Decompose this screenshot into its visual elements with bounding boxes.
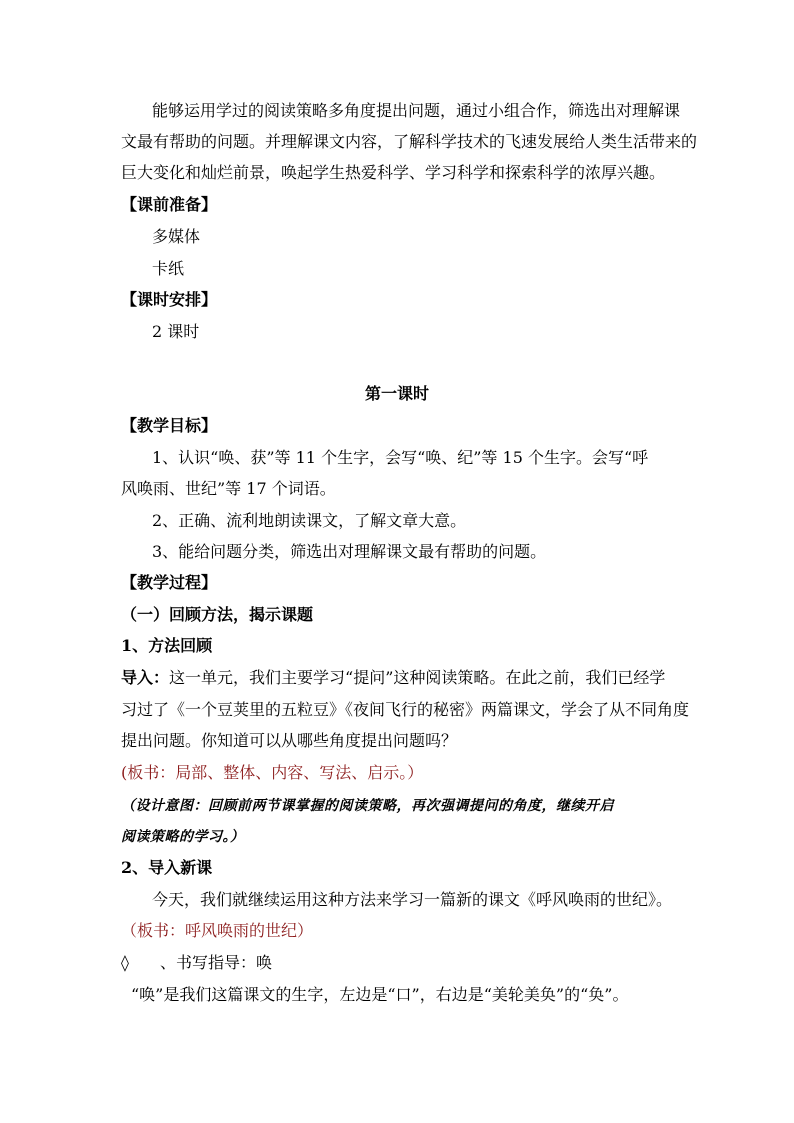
goal-1-line-2: 风唤雨、世纪”等 17 个词语。 [121, 479, 336, 498]
prep-item-multimedia: 多媒体 [152, 227, 201, 246]
goal-3: 3、能给问题分类，筛选出对理解课文最有帮助的问题。 [152, 542, 547, 561]
board-note-2: （板书：呼风唤雨的世纪） [121, 921, 314, 940]
intro-paragraph-line-1 [121, 667, 665, 689]
subsection-new-lesson: 2、导入新课 [121, 858, 213, 877]
intro-line-1: 能够运用学过的阅读策略多角度提出问题，通过小组合作，筛选出对理解课 [152, 101, 681, 120]
section-1-title: （一）回顾方法，揭示课题 [121, 605, 314, 624]
writing-guide-bullet: ◊ [121, 953, 129, 972]
design-intent-line-1: （设计意图：回顾前两节课掌握的阅读策略，再次强调提问的角度，继续开启 [121, 798, 614, 814]
intro-line-2: 文最有帮助的问题。并理解课文内容，了解科学技术的飞速发展给人类生活带来的 [121, 132, 698, 151]
goal-1-line-1: 1、认识“唤、获”等 11 个生字，会写“唤、纪”等 15 个生字。会写“呼 [152, 448, 649, 467]
board-note-1: (板书：局部、整体、内容、写法、启示。） [121, 763, 424, 782]
intro-paragraph-line-3: 提出问题。你知道可以从哪些角度提出问题吗？ [121, 731, 458, 750]
goals-heading: 【教学目标】 [121, 416, 218, 435]
schedule-heading: 【课时安排】 [121, 290, 218, 309]
schedule-value: 2 课时 [152, 322, 200, 341]
new-lesson-text: 今天，我们就继续运用这种方法来学习一篇新的课文《呼风唤雨的世纪》。 [152, 890, 673, 909]
goal-2: 2、正确、流利地朗读课文，了解文章大意。 [152, 511, 467, 530]
lesson-title: 第一课时 [364, 384, 429, 403]
character-explanation: “唤”是我们这篇课文的生字，左边是“口”，右边是“美轮美奂”的“奂”。 [131, 985, 629, 1004]
prep-heading: 【课前准备】 [121, 195, 218, 214]
intro-paragraph-line-2: 习过了《一个豆荚里的五粒豆》《夜间飞行的秘密》两篇课文，学会了从不同角度 [121, 700, 690, 719]
process-heading: 【教学过程】 [121, 573, 218, 592]
design-intent-line-2: 阅读策略的学习。） [121, 829, 245, 845]
intro-label: 导入： [121, 668, 170, 687]
prep-item-card: 卡纸 [152, 259, 185, 278]
intro-text: 这一单元，我们主要学习“提问”这种阅读策略。在此之前，我们已经学 [169, 668, 666, 687]
writing-guide: 、书写指导：唤 [160, 953, 273, 972]
subsection-method-review: 1、方法回顾 [121, 636, 213, 655]
intro-line-3: 巨大变化和灿烂前景，唤起学生热爱科学、学习科学和探索科学的浓厚兴趣。 [121, 163, 666, 182]
